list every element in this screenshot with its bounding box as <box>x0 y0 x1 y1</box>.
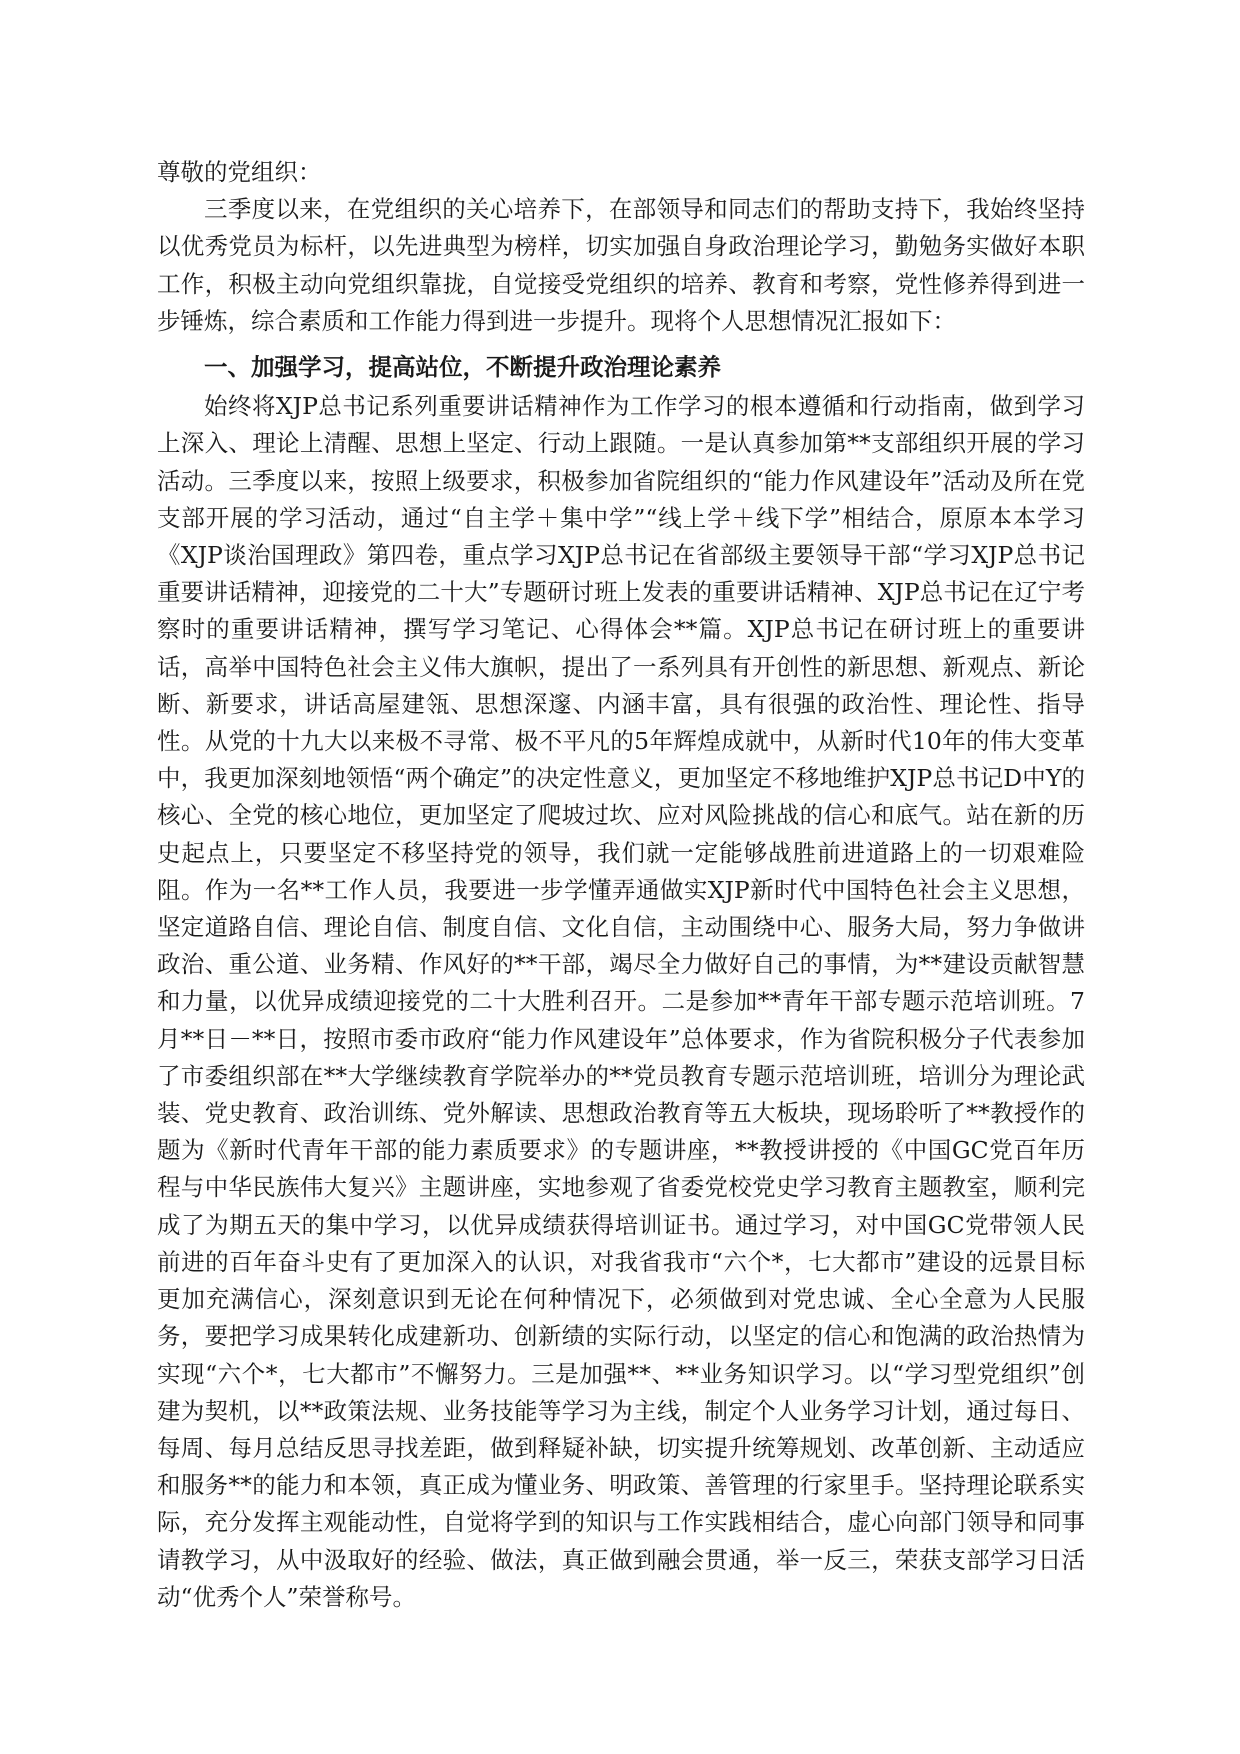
salutation: 尊敬的党组织： <box>157 158 322 186</box>
section-heading: 一、加强学习，提高站位，不断提升政治理论素养 <box>204 353 721 382</box>
section-paragraph: 始终将XJP总书记系列重要讲话精神作为工作学习的根本遵循和行动指南，做到学习上深入、理论上清醒、思想上坚定、行动上跟随。一是认真参加第**支部组织开展的学习活动。三季度以来，按照上级要求，积极参加省院组织的“能力作风建设年”活动及所在党支部开展的学习活动，通过“自主学＋集中学”“线上学＋线下学”相结合，原原本本学习《XJP谈治国理政》第四卷，重点学习XJP总书记在省部级主要领导干部“学习XJP总书记重要讲话精神，迎接党的二十大”专题研讨班上发表的重要讲话精神、XJP总书记在辽宁考察时的重要讲话精神，撰写学习笔记、心得体会**篇。XJP总书记在研讨班上的重要讲话，高举中国特色社会主义伟大旗帜，提出了一系列具有开创性的新思想、新观点、新论断、新要求，讲话高屋建瓴、思想深邃、内涵丰富，具有很强的政治性、理论性、指导性。从党的十九大以来极不寻常、极不平凡的5年辉煌成就中，从新时代10年的伟大变革中，我更加深刻地领悟“两个确定”的决定性意义，更加坚定不移地维护XJP总书记D中Y的核心、全党的核心地位，更加坚定了爬坡过坎、应对风险挑战的信心和底气。站在新的历史起点上，只要坚定不移坚持党的领导，我们就一定能够战胜前进道路上的一切艰难险阻。作为一名**工作人员，我要进一步学懂弄通做实XJP新时代中国特色社会主义思想，坚定道路自信、理论自信、制度自信、文化自信，主动围绕中心、服务大局，努力争做讲政治、重公道、业务精、作风好的**干部，竭尽全力做好自己的事情，为**建设贡献智慧和力量，以优异成绩迎接党的二十大胜利召开。二是参加**青年干部专题示范培训班。7月**日－**日，按照市委市政府“能力作风建设年”总体要求，作为省院积极分子代表参加了市委组织部在**大学继续教育学院举办的**党员教育专题示范培训班，培训分为理论武装、党史教育、政治训练、党外解读、思想政治教育等五大板块，现场聆听了**教授作的题为《新时代青年干部的能力素质要求》的专题讲座，**教授讲授的《中国GC党百年历程与中华民族伟大复兴》主题讲座，实地参观了省委党校党史学习教育主题教室，顺利完成了为期五天的集中学习，以优异成绩获得培训证书。通过学习，对中国GC党带领人民前进的百年奋斗史有了更加深入的认识，对我省我市“六个*，七大都市”建设的远景目标更加充满信心，深刻意识到无论在何种情况下，必须做到对党忠诚、全心全意为人民服务，要把学习成果转化成建新功、创新绩的实际行动，以坚定的信心和饱满的政治热情为实现“六个*，七大都市”不懈努力。三是加强**、**业务知识学习。以“学习型党组织”创建为契机，以**政策法规、业务技能等学习为主线，制定个人业务学习计划，通过每日、每周、每月总结反思寻找差距，做到释疑补缺，切实提升统筹规划、改革创新、主动适应和服务**的能力和本领，真正成为懂业务、明政策、善管理的行家里手。坚持理论联系实际，充分发挥主观能动性，自觉将学到的知识与工作实践相结合，虚心向部门领导和同事请教学习，从中汲取好的经验、做法，真正做到融会贯通，举一反三，荣获支部学习日活动“优秀个人”荣誉称号。 <box>157 392 1085 1611</box>
intro-paragraph: 三季度以来，在党组织的关心培养下，在部领导和同志们的帮助支持下，我始终坚持以优秀党员为标杆，以先进典型为榜样，切实加强自身政治理论学习，勤勉务实做好本职工作，积极主动向党组织靠拢，自觉接受党组织的培养、教育和考察，党性修养得到进一步锤炼，综合素质和工作能力得到进一步提升。现将个人思想情况汇报如下： <box>157 195 1085 335</box>
document-body <box>157 154 1085 1616</box>
